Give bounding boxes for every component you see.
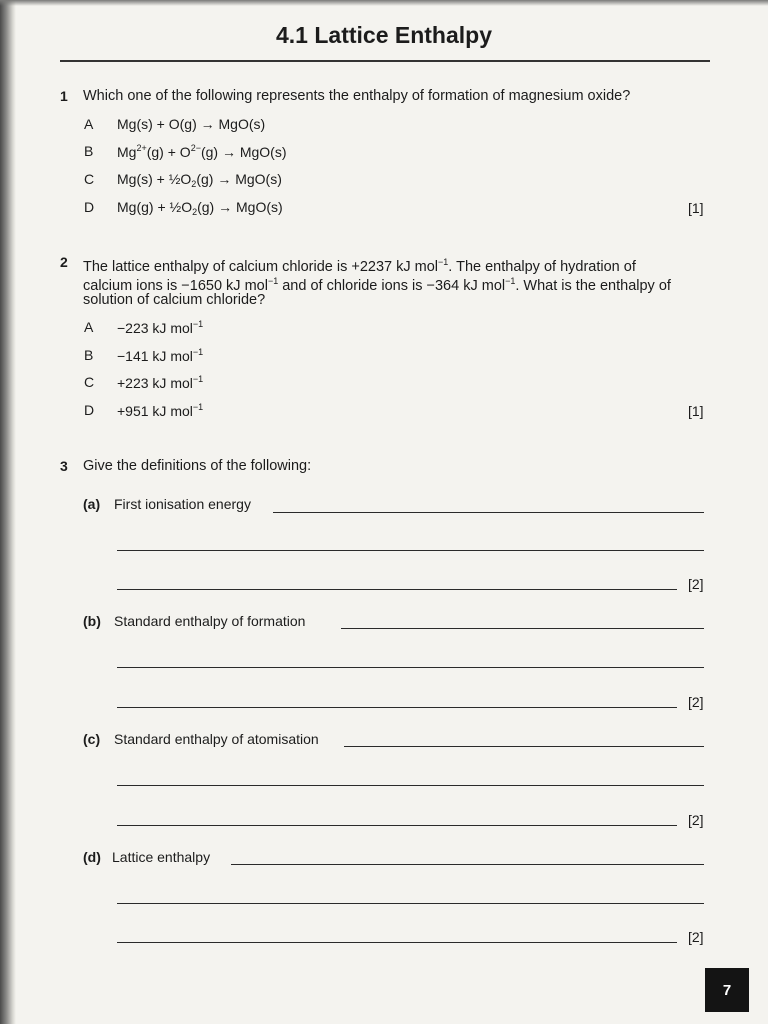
q2-option-b-letter: B bbox=[84, 347, 94, 363]
q3b-answer-line-3[interactable] bbox=[117, 707, 677, 708]
q2-option-c-text: +223 kJ mol$^{-1}$ bbox=[117, 374, 204, 391]
q3d-answer-line-3[interactable] bbox=[117, 942, 677, 943]
question-2-line-3: solution of calcium chloride? bbox=[83, 292, 266, 308]
q1-marks: [1] bbox=[688, 200, 704, 216]
q3-part-b-label: (b) bbox=[83, 613, 101, 629]
q1-option-d-text: $Mg(g) + \frac{1}{2}O_2(g) \to MgO(s)$ bbox=[117, 199, 283, 217]
question-3-text: Give the definitions of the following: bbox=[83, 458, 312, 474]
q2-marks: [1] bbox=[688, 403, 704, 419]
question-1-number: 1 bbox=[60, 88, 68, 104]
q3d-marks: [2] bbox=[688, 929, 704, 945]
q3d-answer-line-1[interactable] bbox=[231, 864, 704, 865]
question-2-line-1: The lattice enthalpy of calcium chloride is +2237 kJ mol$^{-1}$. The enthalpy of hydration of bbox=[83, 257, 636, 275]
q3b-marks: [2] bbox=[688, 694, 704, 710]
question-1-text: Which one of the following represents the enthalpy of formation of magnesium oxide? bbox=[83, 88, 631, 104]
q1-option-c-text: $Mg(s) + \frac{1}{2}O_2(g) \to MgO(s)$ bbox=[117, 171, 282, 189]
q1-option-b-letter: B bbox=[84, 143, 94, 159]
q2-option-a-text: −223 kJ mol$^{-1}$ bbox=[117, 319, 204, 336]
q3a-marks: [2] bbox=[688, 576, 704, 592]
q3-part-c-text: Standard enthalpy of atomisation bbox=[114, 731, 319, 747]
q3b-answer-line-1[interactable] bbox=[341, 628, 704, 629]
title-divider bbox=[60, 60, 710, 62]
page-top-shadow bbox=[0, 0, 768, 6]
q3-part-a-label: (a) bbox=[83, 496, 101, 512]
q3d-answer-line-2[interactable] bbox=[117, 903, 704, 904]
q3c-answer-line-3[interactable] bbox=[117, 825, 677, 826]
q1-option-c-letter: C bbox=[84, 171, 95, 187]
question-2-line-2: calcium ions is −1650 kJ mol$^{-1}$ and of chloride ions is −364 kJ mol$^{-1}$. What is the enthalpy of bbox=[83, 276, 671, 294]
q3-part-a-text: First ionisation energy bbox=[114, 496, 251, 512]
q3-part-c-label: (c) bbox=[83, 731, 101, 747]
q1-option-d-letter: D bbox=[84, 199, 95, 215]
page-title: 4.1 Lattice Enthalpy bbox=[275, 22, 492, 48]
q3c-marks: [2] bbox=[688, 812, 704, 828]
q3a-answer-line-2[interactable] bbox=[117, 550, 704, 551]
q3-part-b-text: Standard enthalpy of formation bbox=[114, 613, 306, 629]
q3a-answer-line-1[interactable] bbox=[273, 512, 704, 513]
q2-option-a-letter: A bbox=[84, 319, 94, 335]
q1-option-b-text: $Mg^{2+}(g) + O^{2-}(g) \to MgO(s)$ bbox=[117, 143, 287, 160]
question-3-number: 3 bbox=[60, 458, 68, 474]
q3-part-d-text: Lattice enthalpy bbox=[112, 849, 211, 865]
q2-option-b-text: −141 kJ mol$^{-1}$ bbox=[117, 347, 204, 364]
q3c-answer-line-1[interactable] bbox=[344, 746, 704, 747]
question-2-number: 2 bbox=[60, 254, 68, 270]
page-number-badge: 7 bbox=[705, 968, 749, 1012]
q3b-answer-line-2[interactable] bbox=[117, 667, 704, 668]
q3-part-d-label: (d) bbox=[83, 849, 101, 865]
q2-option-c-letter: C bbox=[84, 374, 95, 390]
q1-option-a-text: Mg(s) + O(g) → MgO(s) bbox=[117, 116, 266, 132]
page-edge-shadow bbox=[0, 0, 16, 1024]
q2-option-d-letter: D bbox=[84, 402, 95, 418]
q3a-answer-line-3[interactable] bbox=[117, 589, 677, 590]
q2-option-d-text: +951 kJ mol$^{-1}$ bbox=[117, 402, 204, 419]
q1-option-a-letter: A bbox=[84, 116, 94, 132]
q3c-answer-line-2[interactable] bbox=[117, 785, 704, 786]
